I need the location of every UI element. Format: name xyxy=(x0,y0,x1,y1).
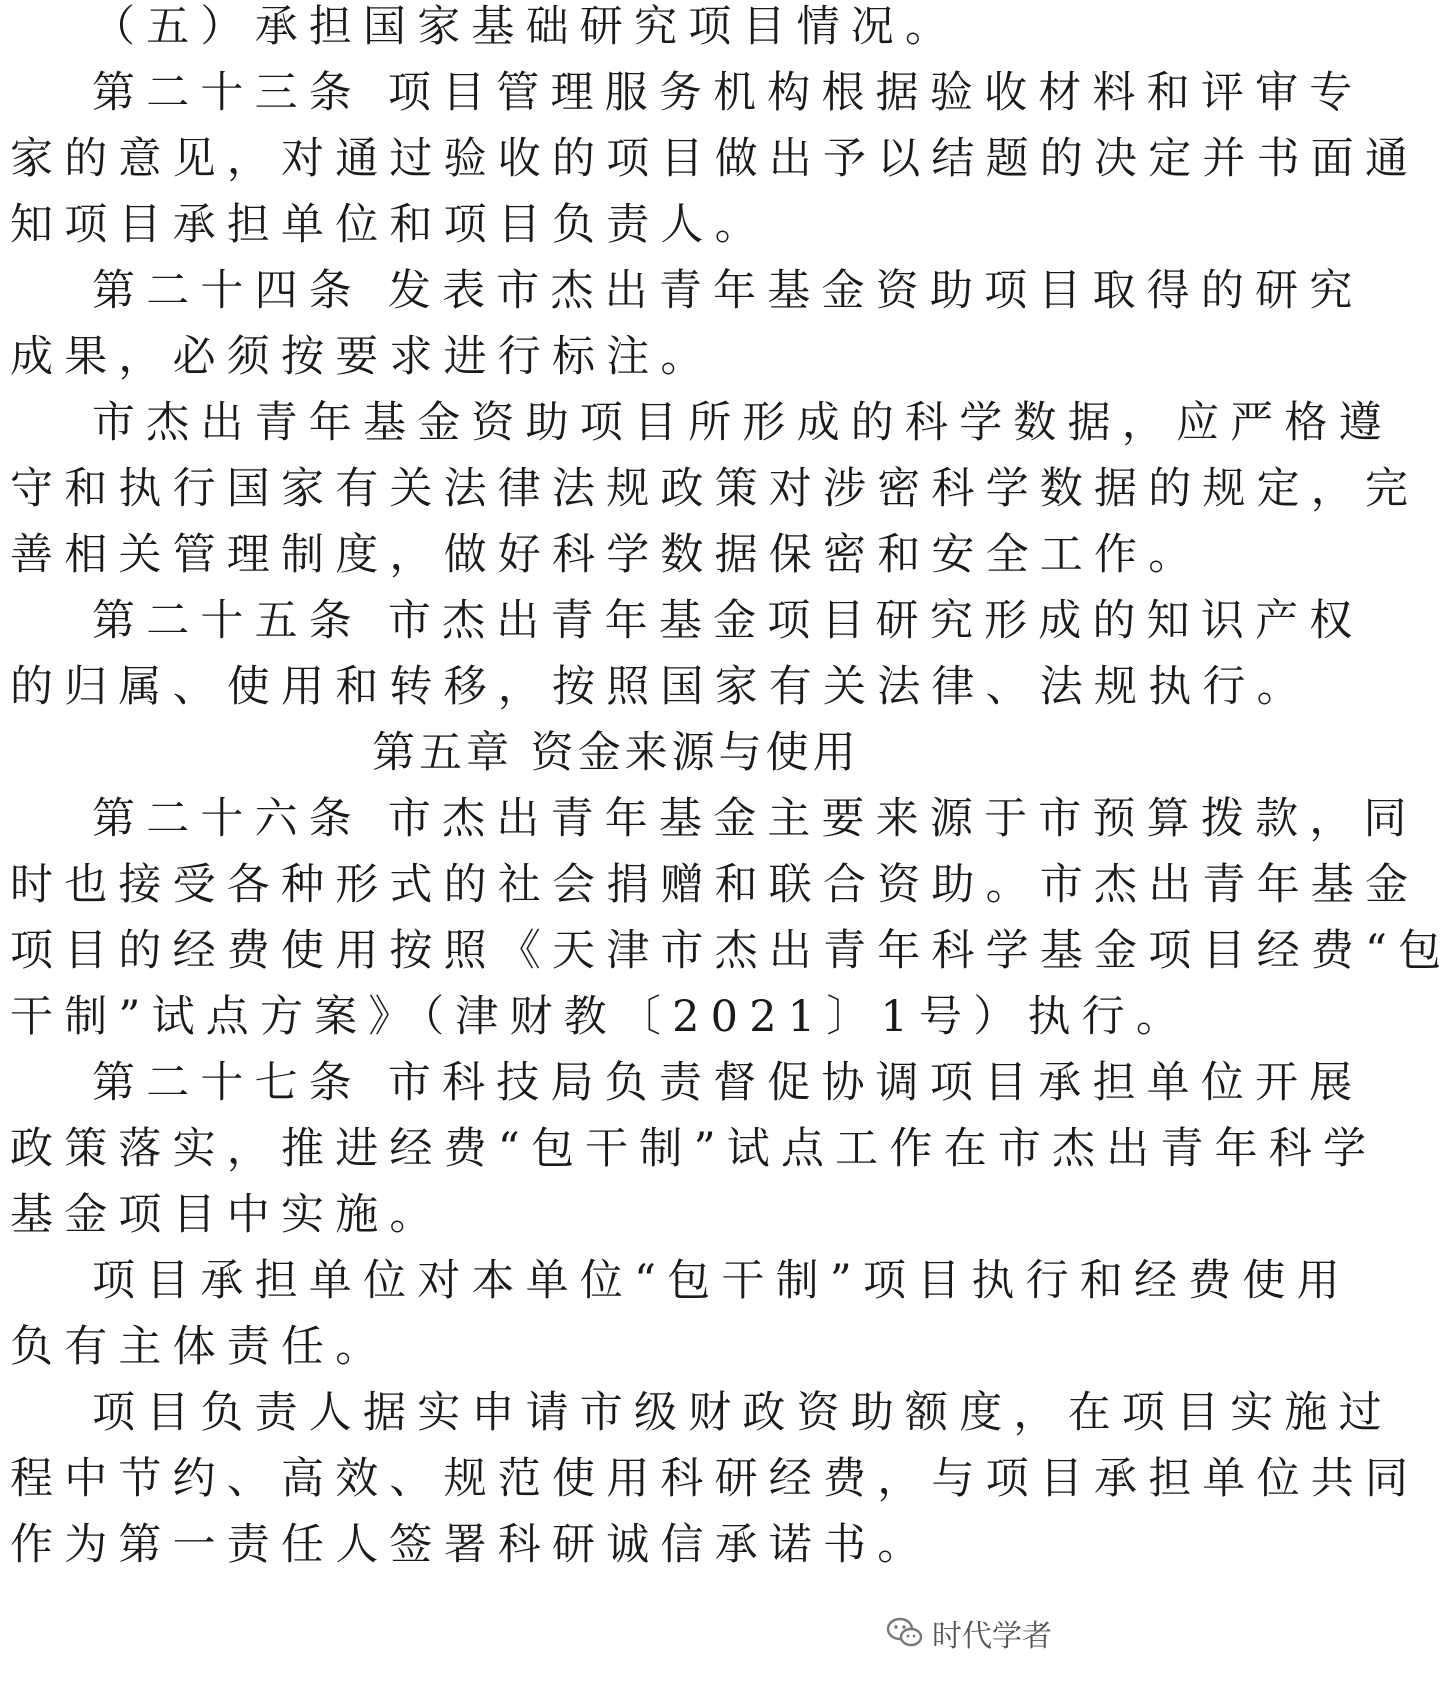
text-line: 政策落实，推进经费“包干制”试点工作在市杰出青年科学 xyxy=(10,1124,1378,1174)
text-line: 程中节约、高效、规范使用科研经费，与项目承担单位共同 xyxy=(10,1454,1420,1504)
watermark-text: 时代学者 xyxy=(932,1619,1052,1654)
text-line: 负有主体责任。 xyxy=(10,1322,390,1372)
text-line: 作为第一责任人签署科研诚信承诺书。 xyxy=(10,1520,932,1570)
text-line: 干制”试点方案》（津财教〔2021〕1号）执行。 xyxy=(10,992,1191,1042)
watermark xyxy=(886,1611,1052,1655)
text-line: 项目的经费使用按照《天津市杰出青年科学基金项目经费“包 xyxy=(10,926,1452,976)
text-line: 成果，必须按要求进行标注。 xyxy=(10,332,715,382)
text-line: 第二十三条 项目管理服务机构根据验收材料和评审专 xyxy=(92,68,1364,118)
text-line: 第二十六条 市杰出青年基金主要来源于市预算拨款，同 xyxy=(92,794,1418,844)
text-line: 市杰出青年基金资助项目所形成的科学数据，应严格遵 xyxy=(92,398,1393,448)
text-line: （五）承担国家基础研究项目情况。 xyxy=(92,2,960,52)
text-line: 的归属、使用和转移，按照国家有关法律、法规执行。 xyxy=(10,662,1311,712)
text-line: 第二十四条 发表市杰出青年基金资助项目取得的研究 xyxy=(92,266,1364,316)
text-line: 善相关管理制度，做好科学数据保密和安全工作。 xyxy=(10,530,1203,580)
text-line: 基金项目中实施。 xyxy=(10,1190,444,1240)
chapter-heading: 第五章 资金来源与使用 xyxy=(372,728,860,778)
text-line: 守和执行国家有关法律法规政策对涉密科学数据的规定，完 xyxy=(10,464,1420,514)
wechat-icon xyxy=(886,1617,924,1649)
text-line: 第二十五条 市杰出青年基金项目研究形成的知识产权 xyxy=(92,596,1364,646)
text-line: 项目承担单位对本单位“包干制”项目执行和经费使用 xyxy=(92,1256,1351,1306)
text-line: 时也接受各种形式的社会捐赠和联合资助。市杰出青年基金 xyxy=(10,860,1420,910)
text-line: 项目负责人据实申请市级财政资助额度，在项目实施过 xyxy=(92,1388,1393,1438)
text-line: 知项目承担单位和项目负责人。 xyxy=(10,200,769,250)
text-line: 第二十七条 市科技局负责督促协调项目承担单位开展 xyxy=(92,1058,1364,1108)
text-line: 家的意见，对通过验收的项目做出予以结题的决定并书面通 xyxy=(10,134,1420,184)
